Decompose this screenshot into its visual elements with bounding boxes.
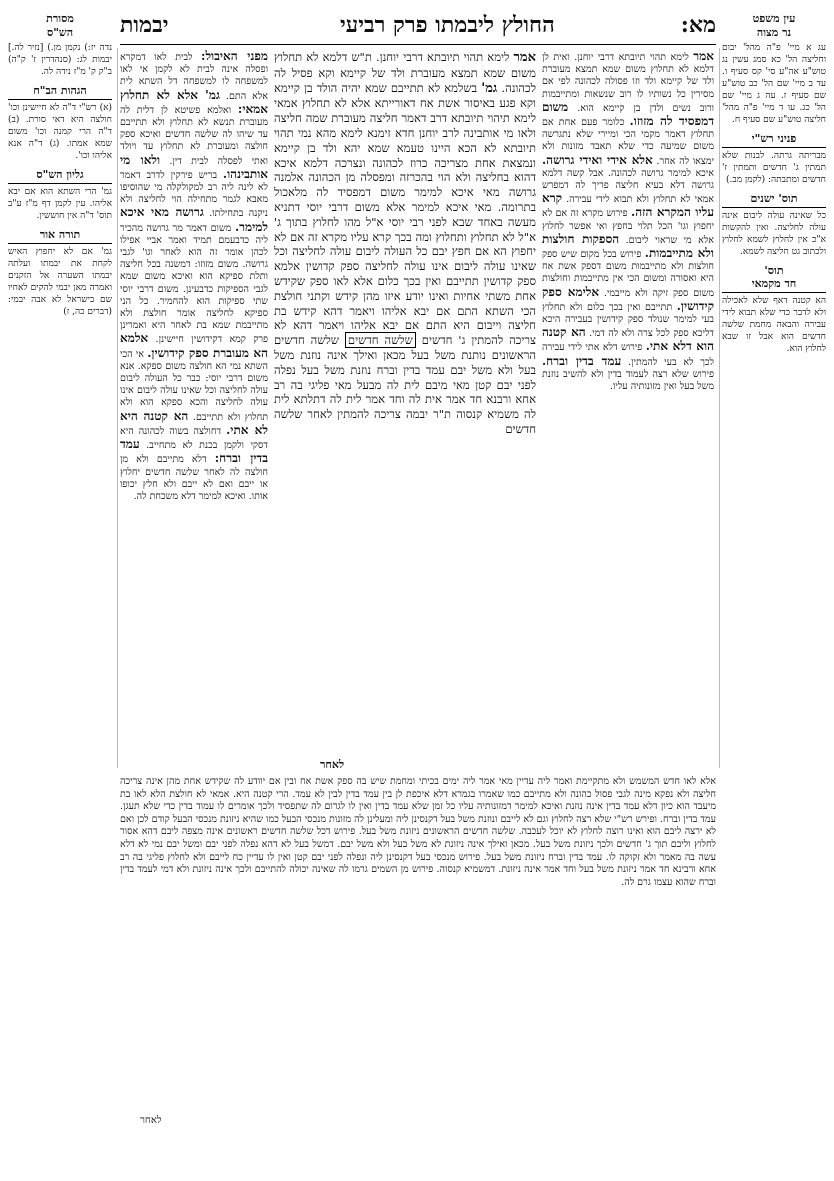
gemara-passage: אלמנה גרושה מאי איכא למימר משום דמפסיד לה מלאכול בתרומה. מאי איכא למימר אלא משום דרבי יוסי דתניא מעשה באחד שבא לפני רבי יוסי א"ל מהו לחלוץ בתוך ג' א"ל לא תחלוץ ותחלוץ ומה בכך קרא עליו מקרא זה אם לא יחפוץ הא אם חפץ יבם כל העולה ליבום עולה לחליצה וכל שאינו עולה ליבום אינו עולה לחליצה [274, 170, 536, 274]
header-rule [120, 44, 716, 45]
tosafot-mekubal-text: הא קטנה דאף שלא לאכילה ולא לדבר כדי שלא תבוא לידי עבירה והבאה מחמת שלשה חדשים הוא אבל זו שבא לחלוץ הוא. [722, 296, 826, 354]
tosafot-text: פירוש מקרא זה אם לא יחפוץ וגו' הכל תלוי בחפץ ואי אפשר לחלוץ אלא מי שראוי ליבום. [542, 208, 714, 246]
page-header [120, 12, 716, 42]
column-divider [117, 48, 118, 768]
bottom-text: עמד בדין וברח. ופירש רש"י שלא רצה לחלוץ וגם לא לייבם ונוזנת משל בעל דקנסינן ליה ומעלינן לה מזונות מנכסי הבעל כמו שהיא ניזונת מנכסי הבעל קודם לכן ואם לא ירצה ליבם הוא ואינו רוצה לחלוץ לא יוכל לעכבה. [120, 813, 716, 838]
penine-rashi-title: פניני רש"י [722, 132, 826, 148]
rashi-text: בריש פירקין לדרב דאמר לא לינה ליה רב למקולקלה מי שהוסיפו מאבא לגמר מתחילה הוי לחליצה ולא ניקנה בתחילתו. [120, 169, 268, 220]
rashi-heading: ולאו מי אותבינהו. [120, 152, 268, 181]
opening-word: אמר [513, 50, 536, 65]
tosafot-text: איכא למימר גרושה לכהונה. אבל קשה דלמא גרושה דלא בעיא חליצה פריך לה דמפרש אמאי לא תחלוץ ולא תבוא לידי עבירה. [542, 167, 714, 206]
chapter-title: החולץ ליבמתו פרק רביעי [340, 12, 555, 38]
bottom-text: עמד בדין וברח ניזונת משל בעל. פירוש מנכסי בעל דקנסינן ליה ונפלה לפני יבם קטן ואין לו עדיין כח לייבם ולא לחלוץ פליגי בה רב אחא ורבינא חד אמר ניזונת משל בעל וחד אמר אינה ניזונת. [120, 851, 716, 876]
boxed-phrase: שלשה חדשים [345, 332, 416, 348]
rashi-heading: עמד בדין וברח: [120, 437, 268, 466]
bottom-text: מכאן ואילך אינה ניזונת לא משל בעל ולא משל יבם. דמשל בעל לא דהא נפלה לפני יבם ומשל יבם נמי לא דלא עשה בה מאמר ולא זקוקה לו. [120, 838, 716, 863]
gemara-passage: לימא תהוי תיובתא דרבי יוחנן. ת"ש דלמא לא תחלוץ משום שמא תמצא מעוברת ולד של קיימא וקא פסיל לה לכהונה. [274, 50, 536, 95]
catchword: לאחר [140, 1115, 162, 1126]
left-margin-column [8, 12, 112, 318]
tosafot-heading: משום דמפסיד לה מזוזו. [542, 99, 714, 129]
tosafot-text: פירוש בכל מקום שיש ספק חולצות ולא מתייבמות משום דספק אשת אח היא ואסורה ומשום הכי אין מתייבמות וחולצות משום ספק זיקה ולא מייבמי. [542, 249, 714, 299]
bottom-commentary [120, 776, 716, 889]
tosafot-heading: אמר [693, 49, 714, 63]
tosafot-heading: עמד בדין וברח. [542, 353, 622, 368]
bottom-text: דמשמיא קנסוה. פירוש מן השמים גרמו לה שאינה יכולה להתייבם ולכך אינה ניזונת ולא דמי לעמד בדין וברח שהוא עצמו גרם לה. [120, 864, 716, 888]
rashi-heading: הא קטנה היא לא אתי. [120, 408, 268, 437]
rashi-text: דלא מתייבם ולא מן חולצה לה לאחר שלשה חדשים יחלוץ או ייבם ואם לא ייבם ולא חלץ יכופו אותו. ואיכא למימר דלא משכחת לה. [120, 454, 268, 502]
rashi-text: דחולצה בשוה לכהונה היא דסקי ולקמן בכנת לא מתחייב. [120, 425, 268, 452]
rashi-heading: אלמא הא מעוברת ספק קידושין. [120, 331, 268, 360]
tosafot-text: כלומר פעם אחת אם תחלוץ דאמר מקמי הכי ומיירי שלא נתגרשה משום שמיעה כדי שלא תאבד מזונות ולא ימצאו לה אחר. [542, 117, 714, 167]
tosafot-yeshanim-text: כל שאינה עולה ליבום אינה עולה לחליצה. ואין להקשות א"כ אין לחלוץ לשמא לחלוץ ולכתוב גט חליצה לשמא. [722, 211, 826, 257]
gemara-passage: שלשה חדשים הראשונים נותנת משל בעל מכאן ואילך אינה נוזנת משל בעל ולא משל יבם עמד בדין וברח נוזנת משל בעל נפלה לפני יבם קטן מאי מיבם לית לה מבעל מאי פליגי בה רב אחא ורבנא חד אמר אית לה וחד אמר לית לה דתלתא לית לה משמיא קנסוה ת"ר יבמה צריכה להמתין לאחר שלשה חדשים [274, 333, 536, 436]
gemara-passage: בשלמא לא תתייבם שמא יהיה הולד בן קיימא וקא פגע באיסור אשת אח דאורייתא אלא לא תחלוץ אמאי לימא תיהוי תיובתא דרב דאמר חליצה מעוברת שמה חליצה ולאו מי אותבינה לרב יוחנן חדא זימנא לימא מהא נמי תהוי תיובתא לא הכא היינו טעמא שמא יהא ולד בן קיימא ונמצאת אחת מצריכה כרוז לכהונה ונצרכה דלמא איכא דהוא בחליצה ולא הוי בהכרזה ומפסלה מן הכהונה [274, 80, 536, 185]
tosafot-mekubal-title: תוס' חד מקמאי [722, 264, 826, 293]
gemara-text [274, 50, 536, 437]
gilyon-title: גליון הש"ס [8, 168, 112, 184]
folio-number: מא: [680, 12, 716, 38]
ein-mishpat-text: עג א מיי' פ"ה מהל' יבום וחליצה הל' כא סמג עשין נג טוש"ע אה"ע סי' קס סעיף ו. עד ב מיי' שם הל' כב טוש"ע שם סעיף ז. עה ג מיי' שם הל' כג. עו ד מיי' פ"ה מהל' חליצה טוש"ע שם סעיף ח. [722, 43, 826, 125]
torah-or-title: תורה אור [8, 228, 112, 244]
tosafot-text: פירוש דלא אתי לידי עבירה לכך לא בעי להמתין. [542, 342, 714, 368]
tosafot-heading: הספקות חולצות ולא מתייבמות. [542, 231, 714, 261]
haggahot-text: (א) רש"י ד"ה לא חיישינן וכו' חולצה היא דאי סורת. (ב) ד"ה הרי קמנה וכו' משום שמא אמתו. (ג) ד"ה אנא אליהו וכו'. [8, 103, 112, 161]
rashi-text: ואלמא פשיטא לן דלית לה מעוברת תנשא לא תחלוץ ולא תתייבם עד שיהו לה שלשה חדשים ואיכא ספק חולצה ומעוברת לא תחלוץ עד ויולד ואתי לפסלה לבית דין. [120, 104, 268, 167]
bottom-text: שלשה חדשים הראשונים ניזונת משל בעל. פירוש דכל שלשה חדשים ראשונים אינה מצפה ליבם דהא אסור לחלוץ וליבם תוך ג' חדשים ולכך ניזונת משל בעל. [120, 826, 717, 850]
bottom-text: הרי קטנה היא. אמאי לא חולצת הלא לאו בת מיעבד הוא כיון דלא עמד בדין אינה נוזנת ואיכא למימר דמזונותיה עליו כל זמן שלא עמד בדין ואין לו לגרום לה שתפסיד ולכך אומרים לו עמוד בדין כדי שלא תעגן. [120, 788, 716, 813]
tractate-title: יבמות [120, 12, 169, 38]
bottom-text: אלא לאו חדש המשמש ולא מתקיימת ואמר ליה עדיין מאי אמר ליה ימים בכיתי ומחמת שיש בה ספק אשת אח ובין אם יוודע לה שקידש אחת מהן אינה צריכה חליצה ולא נפקא מינה לגבי פסול כהונה ולא מתייבם כמו שאמרו בגמרא דלא איכפת לן בין עמד בדין לבין לא עמד. [120, 776, 716, 800]
gemara-passage: ספק קדושין אלמא ספק קדושין תתייבם ואין בכך כלום אלא לאו ספק שקידש אחת משתי אחיות ואינו יודע איזו מהן קידש וקתני חולצת הכי השתא התם אם יבא אליהו ויאמר דהא קידש בת חליצה וייבום היא התם אם יבא אליהו ויאמר דהא לא צריכה להמתין ג' חדשים [274, 259, 537, 348]
tosafot-text: תתייבם ואין בכך כלום ולא תחלוץ בעי למימר שנולד ספק קידושין בעבירה היכא דליכא ספק לכל צרה ולא לה דמי. [542, 301, 714, 340]
gilyon-text: גמ' הרי השתא הוא אם יבא אליהו. עין לקמן דף מ"ז ע"ב תוס' ד"ה אין חוששין. [8, 187, 112, 221]
torah-or-text: גמ' אם לא יחפוץ האיש לקחת את יבמתו ועלתה יבמתו השערה אל הזקנים ואמרה מאן יבמי להקים לאחיו שם בישראל לא אבה יבמי: (דברים כה, ז) [8, 247, 112, 317]
tosafot-text: פירוש שלא רצה לעמוד בדין ולא להשיב נוזנת משל בעל ואין מזונותיה עליו. [542, 368, 714, 393]
masoret-text: נדה יז:) נקמן מן.) [נזיר לה.] יבמות לג: (סנהדרין ז' ק"ה) ב"ק ק' מ"ז נידה לה. [8, 43, 112, 77]
masoret-title: מסורת הש"ס [46, 12, 74, 39]
tosafot-heading: אלא אידי ואידי גרושה. [542, 152, 653, 167]
rashi-text: לבית לאו דמקרא ופסלה אינה לבית לא לקמן אי לאו למשפחה לו למשפחה דל השתא לית אלא התם. [120, 52, 269, 102]
ein-mishpat-title: עין משפט נר מצוה [752, 12, 796, 39]
rashi-heading: גמ' אלא לא תחלוץ אמאי: [120, 87, 268, 116]
tosafot-yeshanim-title: תוס' ישנים [722, 192, 826, 208]
tosafot-heading: אלימא ספק קידושין. [542, 284, 714, 313]
tosafot-heading: הא קטנה הוא דלא אתי. [542, 325, 714, 354]
rashi-text: משום דאמר מר גרושה מהכיר ליה כדבעמם תמיד ואמר אביי אפילו לכהן אומר זה הוא לאחר וגו' לגבי גרושה. משום מזוזו: דמשנה בכל חליצה ותלת ספיקא הוא ואיכא משום שמא לגבי הספיקות כדבעינן. משום דרבי יוסי שתי ספיקות הוא להחמיר. כל הני ספיקא לחליצה אומר חולצת ולא מתייבמת שמא בת לאחר היא ואמרינן פרק קמא דקידושין חיישינן. [120, 222, 268, 346]
gemara-label: גמ' [481, 80, 498, 96]
gemara-end-word: לאחר [320, 758, 345, 771]
tosafot-commentary [542, 50, 714, 393]
column-divider [719, 48, 720, 768]
haggahot-title: הגהות הב"ח [8, 84, 112, 100]
rashi-heading: מפני האיבול: [201, 49, 268, 63]
tosafot-text: לימא תהוי תיובתא דרבי יוחנן. ואית לן דלמא לא תחלוץ משום שמא תמצא מעוברת ולד של קיימא ולד וזו פסולה לכהונה לפי אם מסירין כל נשותיו לו רוב שנשאות ומתייבמות ורוב נשים ולדן בן קיימא הוא. [542, 52, 714, 114]
right-margin-column [722, 12, 826, 355]
tosafot-heading: קרא עליו המקרא הזה. [542, 191, 715, 220]
rashi-heading: גרושה מאי איכא למימר. [120, 205, 268, 234]
rashi-text: אי הכי השתא נמי הא חולצה משום ספקא. אנא משום דרבי יוסי: כבר כל העולה ליבום עולה לחליצה וכל שאינו עולה ליבום אינו עולה לחליצה והכא ספקא הוא ולא תחלוץ ולא תתייבם. [120, 348, 268, 423]
penine-rashi-text: מבריתה גרתה. לבנות שלא תמתין ג' חדשים ותמתין ז' חדשים ומתבתה: (לקמן מב.) [722, 151, 826, 185]
rashi-commentary [120, 50, 268, 503]
